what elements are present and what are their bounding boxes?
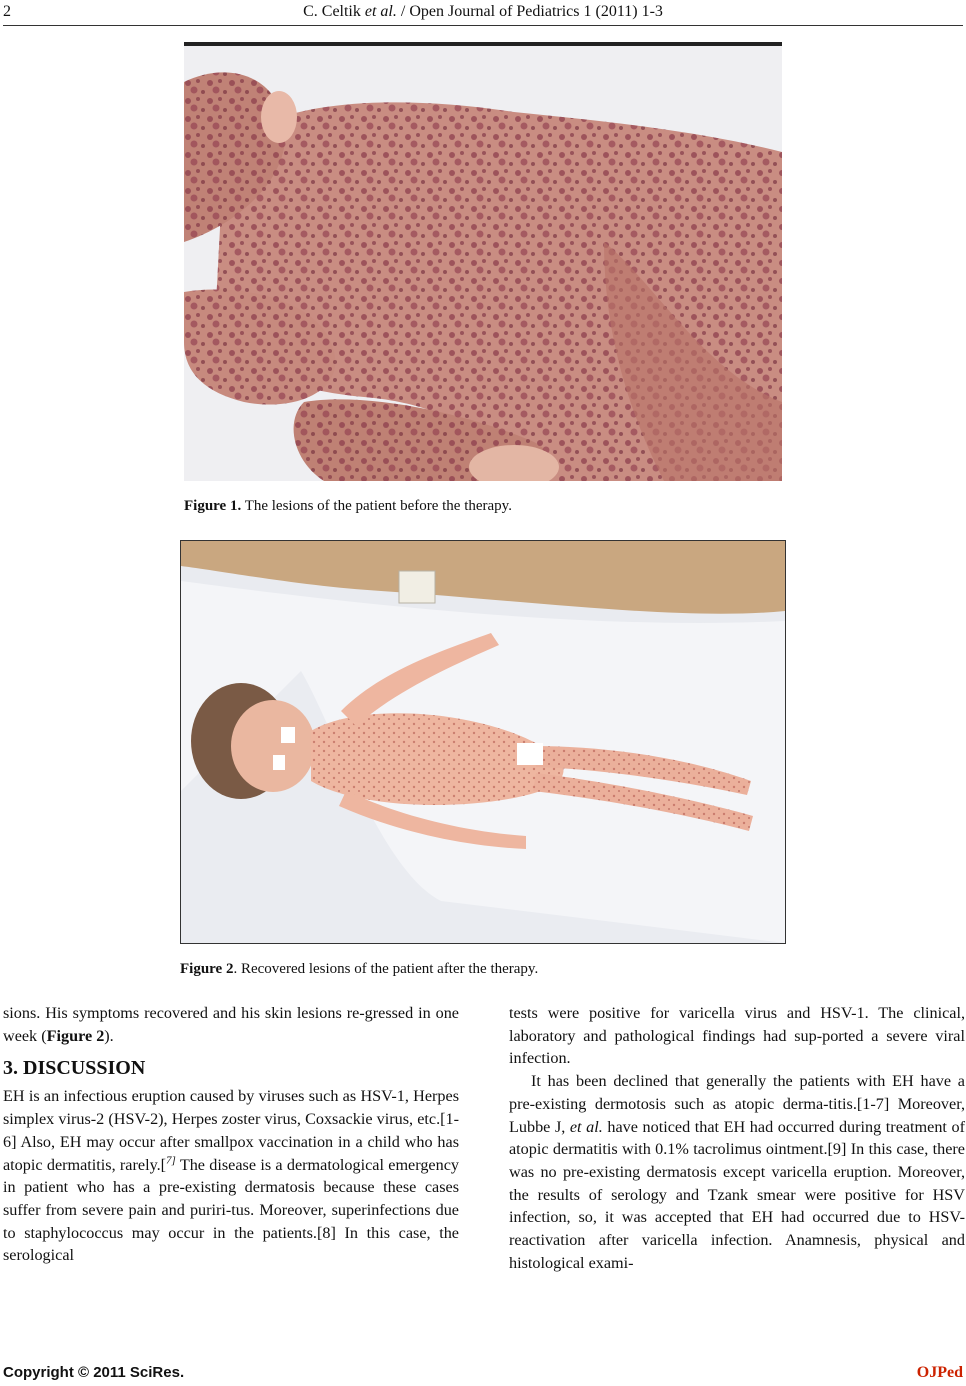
right-column [509, 1002, 965, 1274]
figure-1-caption-text: The lesions of the patient before the therapy. [241, 498, 512, 514]
section-heading-discussion: 3. DISCUSSION [3, 1057, 146, 1080]
figure-2-photo [180, 540, 786, 944]
left-paragraph-2 [3, 1085, 459, 1267]
figure-2-reference: Figure 2 [46, 1026, 105, 1045]
figure-2-label: Figure 2 [180, 961, 234, 977]
right-p2-text-a: It has been declined that generally the patients with EH have a pre-existing dermotosis such as atopic derma-titis.[1-7] Moreover, Lubbe J, [509, 1072, 965, 1136]
right-paragraph-1: tests were positive for varicella virus and HSV-1. The clinical, laboratory and pathological findings had sup-ported a severe viral infection. [509, 1004, 965, 1068]
header-authors: C. Celtik [303, 3, 365, 20]
left-paragraph-1 [3, 1002, 459, 1047]
left-p1-text-b: ). [104, 1026, 114, 1045]
running-header [0, 0, 966, 28]
figure-2-illustration [181, 541, 785, 943]
journal-abbreviation: OJPed [916, 1364, 963, 1381]
figure-2-caption-text: . Recovered lesions of the patient after the therapy. [233, 961, 539, 977]
page-footer [0, 1364, 966, 1386]
figure-1-label: Figure 1. [184, 498, 242, 514]
right-paragraph-2 [509, 1070, 965, 1274]
header-journal: / Open Journal of Pediatrics 1 (2011) 1-3 [396, 3, 663, 20]
left-p2-text-b: The disease is a dermatological emergency in patient who has a pre-existing dermatosis because these cases suffer from severe pain and puriri-tus. Moreover, superinfections due to staphylococcus may occur in the patients.[8] In this case, the serological [3, 1155, 459, 1265]
figure-2-caption [180, 960, 538, 978]
running-title [0, 3, 966, 21]
copyright-notice: Copyright © 2011 SciRes. [3, 1364, 185, 1381]
figure-1-caption [184, 497, 512, 515]
citation-superscript: 7] [166, 1154, 176, 1167]
header-etal: et al. [364, 3, 397, 20]
right-p2-etal: et al. [569, 1117, 603, 1136]
page-number: 2 [3, 3, 11, 20]
figure-1-photo [184, 42, 782, 481]
left-p2-text-a: EH is an infectious eruption caused by viruses such as HSV-1, Herpes simplex virus-2 (HSV-2), Herpes zoster virus, Coxsackie virus, etc.[1-6] Also, EH may occur after smallpox vaccination in a child who has atopic dermatitis, rarely.[ [3, 1087, 459, 1174]
header-rule [3, 25, 963, 26]
figure-1-illustration [184, 42, 782, 481]
left-column [3, 1002, 459, 1267]
left-p1-text-a: sions. His symptoms recovered and his skin lesions re-gressed in one week ( [3, 1004, 459, 1045]
right-p2-text-b: have noticed that EH had occurred during treatment of atopic dermatitis with 0.1% tacrolimus ointment.[9] In this case, there was no pre-existing dermatosis except varicella eruption. Moreover, the results of serology and Tzank smear were positive for HSV infection, so, it was accepted that EH had occurred due to HSV-reactivation after varicella infection. Anamnesis, physical and histological exami- [509, 1117, 965, 1272]
